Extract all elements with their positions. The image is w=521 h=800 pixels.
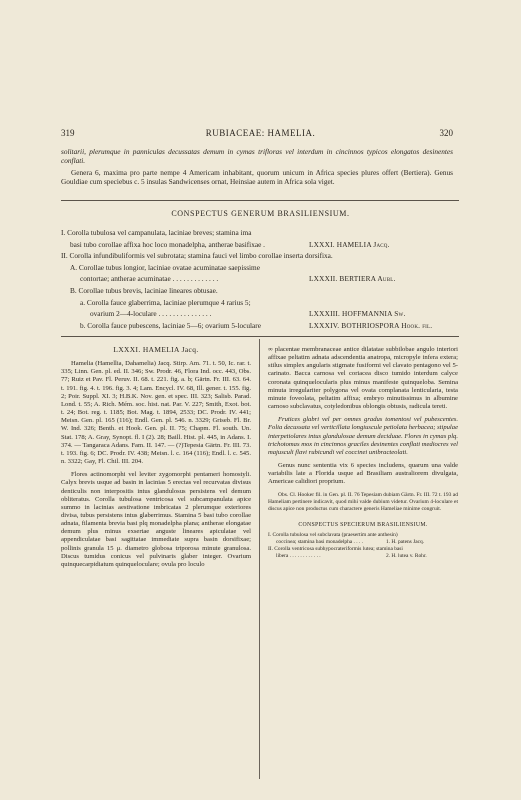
genus-tag: LXXXII. BERTIERA Aubl. xyxy=(309,274,396,284)
key-line: A. Corollae tubus longior, laciniae ovatae acuminatae saepissime xyxy=(70,262,260,272)
species-conspectus-title: CONSPECTUS SPECIERUM BRASILIENSIUM. xyxy=(298,521,428,528)
divider-top xyxy=(61,200,459,201)
intro-paragraph-2: Genera 6, maxima pro parte nempe 4 Americam inhabitant, quorum unicum in Africa species plures offert (Bertiera). Genus Gouldiae cum speciebus c. 5 insulas Sandwicenses ornat, Heinsiae autem in Africa sola viget. xyxy=(61,168,453,186)
species-tag: 1. H. patens Jacq. xyxy=(386,538,425,545)
running-header xyxy=(0,128,521,140)
key-line: b. Corolla fauce pubescens, laciniae 5—6; ovarium 5-loculare LXXXIV. BOTHRIOSPORA Hook. fil. xyxy=(80,320,433,330)
key-line: ovarium 2—4-loculare . . . . . . . . . . . . . . . LXXXIII. HOFFMANNIA Sw. xyxy=(90,309,406,319)
page-number-left: 319 xyxy=(61,128,75,138)
species-key-line: II. Corolla ventricosa subhypocrateriformis lutea; stamina basi xyxy=(268,546,403,553)
distribution-paragraph: Genus nunc sententia vix 6 species includens, quarum una valde variabilis late a Florida usque ad Brasiliam australiorem divulgata, Americae calidiori proprium. xyxy=(268,462,458,486)
description-paragraph: Flores actinomorphi vel leviter zygomorphi pentameri homostyli. Calyx brevis usque ad basin in lacinias 5 erectas vel recurvatas divisus denticulis non interpositis intus glandulosus persistens vel demum obliteratus. Corolla tubulosa ventricosa vel subcampanulata apice summo in lacinias aestivatione imbricatas 2 plerumque exteriores divisa, tubus persistens intus glaberrimus. Stamina 5 basi tubo corollae adnata, filamenta brevia basi plq monadelpha plana; antherae elongatae demum plus minus exsertae anguste lineares apiculatae vel appendiculatae basi sagittatae immediate supra basin dorsifixae; pollinis granula 15 μ. diametro globosa triporosa minute granulosa. Discus tumidus conicus vel pulvinaris glaber integer. Ovarium quinquecarpidiatum quinqueloculare; ovula pro loculo xyxy=(61,471,251,568)
genus-key xyxy=(61,227,459,331)
key-line: B. Corollae tubus brevis, laciniae lineares obtusae. xyxy=(70,285,218,295)
description-continued: ∞ placentae membranaceae antice dilatatae subbilobae angulo interiori affixae peltatim adnata adscendentia anatropa, micropyle infera extera; stilus simplex angularis stigmate fusiformi vel clavato pentagono vel 5-carinato. Bacca carnosa vel coriacea disco tumido interdum calyce coronata quinquelocularis plus minus manifeste quinquelоba. Semina minuta irregulariter polygona vel ovata complanata lenticularia, testa minute foveolata, peltatim affixa; embryo minutissimus in albumine carnoso subclavatus, cotyledonibus oblongis obtusis, radicula tereti. xyxy=(268,346,458,411)
species-key-line: coccinea; stamina basi monadelpha . . . . 1. H. patens Jacq. xyxy=(276,538,425,545)
left-column xyxy=(61,346,251,569)
genus-tag: LXXXI. HAMELIA Jacq. xyxy=(309,239,390,249)
key-line: basi tubo corollae affixa hoc loco monadelpha, antherae basifixae . LXXXI. HAMELIA Jacq. xyxy=(70,239,390,249)
key-line: II. Corolla infundibuliformis vel subrotata; stamina fauci vel limbo corollae inserta dorsifixa. xyxy=(61,251,333,261)
habit-paragraph: Frutices glabri vel per omnes gradus tomentosi vel pubescentes. Folia decussata vel verticillata longiuscule petiolata herbacea; stipulae interpetiolares intus glandulosae demum deciduae. Flores in cymas plq. trichotomas mox in cincinnos graciles desinentes conflati mediocres vel majusculi flavi rubicundi vel coccinei unibracteolati. xyxy=(268,416,458,456)
observation-note: Obs. Cl. Hooker fil. in Gen. pl. II. 76 Tepesiam dubiam Gärtn. Fr. III. 72 t. 193 ad Hameliam pertinere indicavit, quod mihi valde dubium videtur. Ovarium 4-loculare et discus apice non productus cum charactere generis Hameliae minime congruit. xyxy=(268,491,458,512)
synonymy-paragraph: Hamelia (Hamellia, Dahamelia) Jacq. Stirp. Am. 71. t. 50, Ic. rar. t. 335; Linn. Gen. pl. ed. II. 346; Sw. Prodr. 46, Flora Ind. occ. 443, Obs. 77; Ruiz et Pav. Fl. Peruv. II. 68. t. 221. fig. a. b; Gärtn. Fr. III. 63. 64. t. 191. fig. 4. t. 196. fig. 3. 4; Lam. Encycl. IV. 68, Ill. gener. t. 155. fig. 2; Poir. Suppl. XI. 3; H.B.K. Nov. gen. et spec. III. 323; Salisb. Parad. Lond. t. 55; A. Rich. Mém. soc. hist. nat. Par. V. 227; Smith, Exot. bot. t. 24; Bot. reg. t. 1185; Bot. Mag. t. 1894, 2533; DC. Prodr. IV. 441; Meisn. Gen. pl. 165 (116); Endl. Gen. pl. 546. n. 3329; Griseb. Fl. Br. W. Ind. 326; Benth. et Hook. Gen. pl. II. 75; Chapm. Fl. south. Un. Stat. 178; A. Gray, Synopt. fl. I (2). 28; Baill. Hist. pl. 445, in Adans. I. 374. — Tangaraca Adans. Fam. II. 147. — (?)Tepesia Gärtn. Fr. III. 73. t. 193. fig. 6; DC. Prodr. IV. 438; Meisn. l. c. 164 (116); Endl. l. c. 545. n. 3322; Gay, Fl. Chil. III. 204. xyxy=(61,360,251,466)
column-divider xyxy=(259,339,260,779)
key-line: contortae; antherae acuminatae . . . . . . . . . . . . . LXXXII. BERTIERA Aubl. xyxy=(80,274,396,284)
divider-middle xyxy=(61,336,459,337)
page-number-right: 320 xyxy=(439,128,453,138)
genus-tag: LXXXIII. HOFFMANNIA Sw. xyxy=(309,309,406,319)
key-line: I. Corolla tubulosa vel campanulata, laciniae breves; stamina ima xyxy=(61,228,252,237)
running-title: RUBIACEAE: HAMELIA. xyxy=(205,128,316,138)
species-key xyxy=(268,532,458,561)
species-tag: 2. H. lutea v. Rohr. xyxy=(386,553,427,560)
intro-text xyxy=(61,147,453,186)
right-column xyxy=(268,346,458,560)
species-key-line: libera . . . . . . . . . . . . 2. H. lutea v. Rohr. xyxy=(276,553,427,560)
intro-paragraph-1: solitarii, plerumque in panniculas decussatas demum in cymas trifloras vel interdum in cincinnos typicos elongatos desinentes conflati. xyxy=(61,147,453,165)
genus-heading: LXXXI. HAMELIA Jacq. xyxy=(113,345,199,354)
species-key-line: I. Corolla tubulosa vel subclavata (praesertim ante anthesin) xyxy=(268,531,398,538)
genus-tag: LXXXIV. BOTHRIOSPORA Hook. fil. xyxy=(309,320,433,330)
key-line: a. Corolla fauce glaberrima, laciniae plerumque 4 rarius 5; xyxy=(80,297,251,307)
conspectus-title: CONSPECTUS GENERUM BRASILIENSIUM. xyxy=(171,209,350,218)
